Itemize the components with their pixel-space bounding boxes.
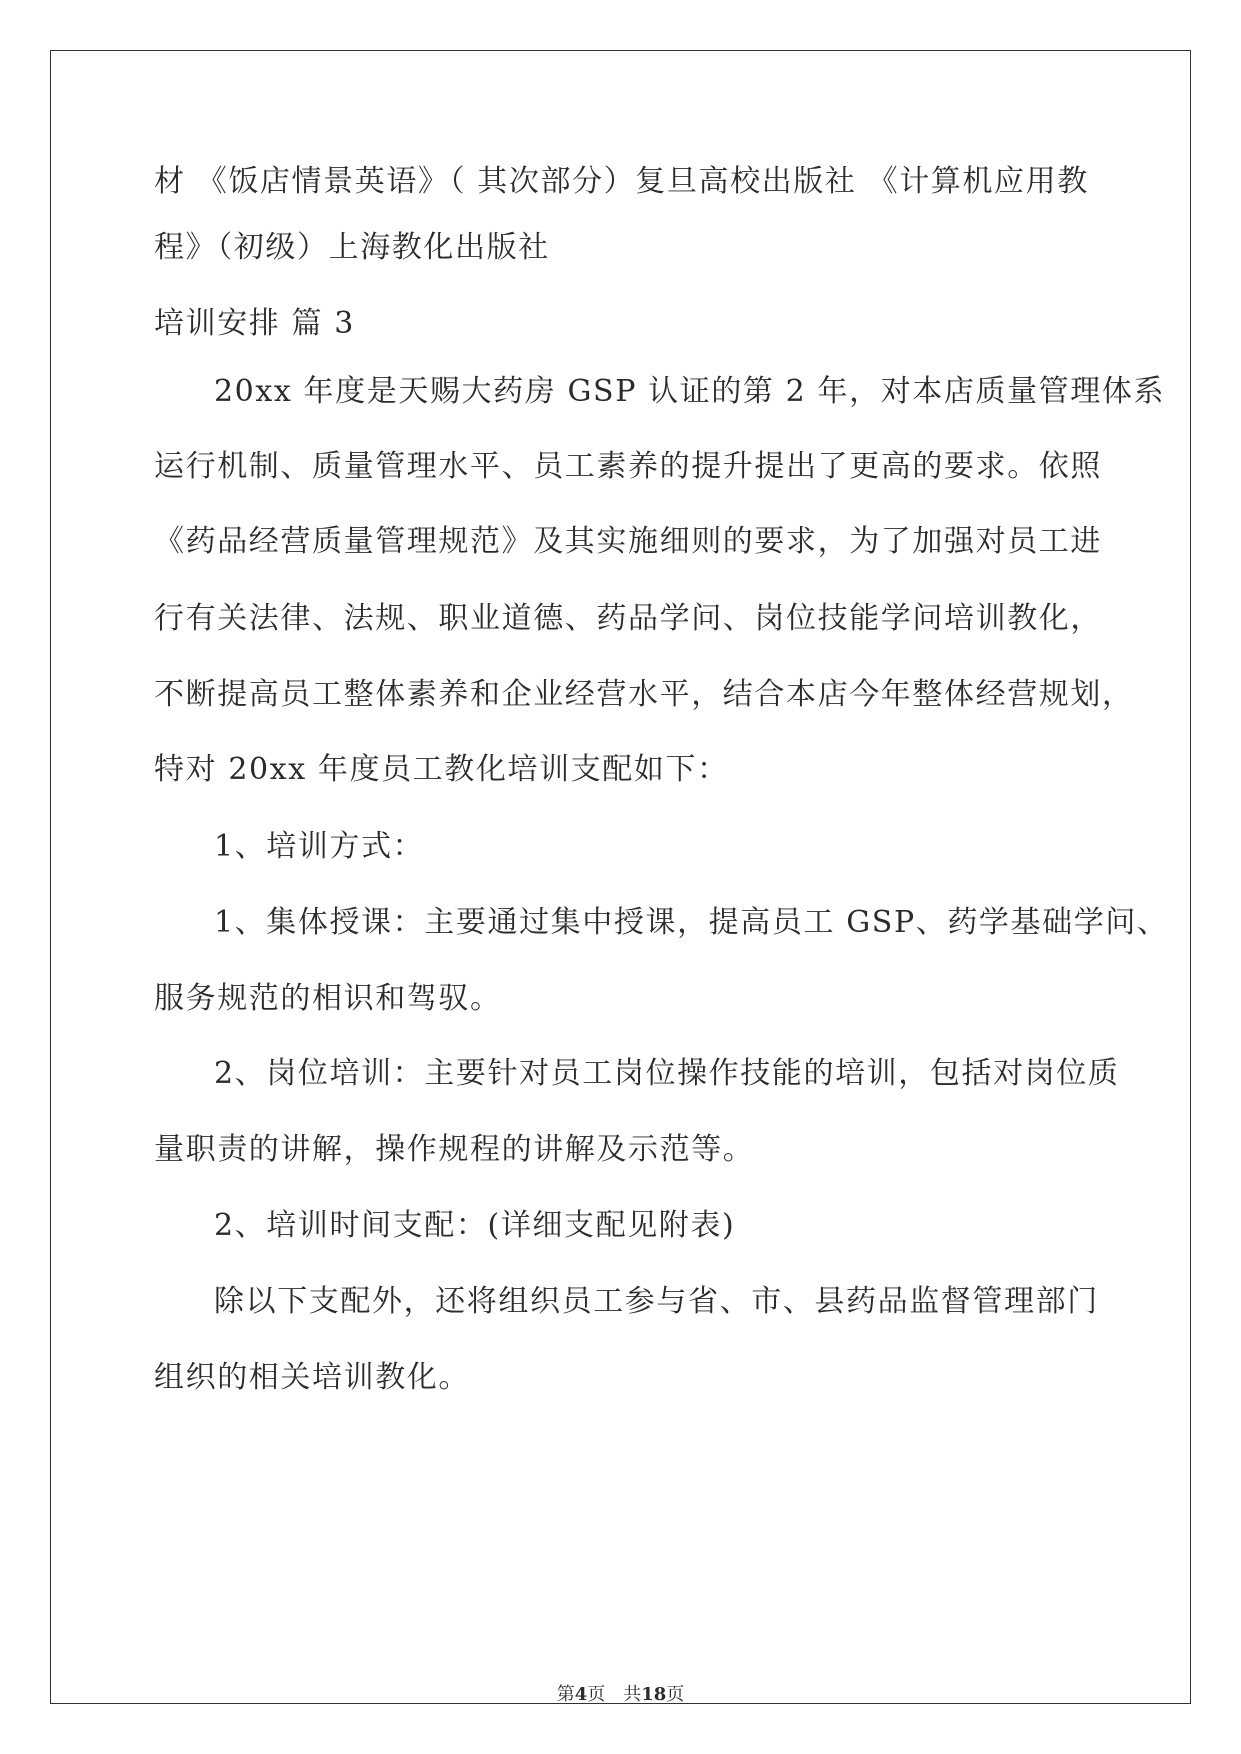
- page-footer: [0, 1683, 1241, 1707]
- section-heading: 培训安排 篇 3: [154, 306, 355, 341]
- paragraph-line: 特对 20xx 年度员工教化培训支配如下：: [154, 752, 729, 787]
- paragraph-line: 2、岗位培训：主要针对员工岗位操作技能的培训，包括对岗位质: [214, 1056, 1120, 1091]
- paragraph-line: 《药品经营质量管理规范》及其实施细则的要求，为了加强对员工进: [154, 524, 1102, 559]
- paragraph-line: 除以下支配外，还将组织员工参与省、市、县药品监督管理部门: [214, 1284, 1099, 1319]
- current-page-number: 4: [574, 1684, 588, 1705]
- paragraph-line: 组织的相关培训教化。: [154, 1360, 470, 1395]
- paragraph-line: 行有关法律、法规、职业道德、药品学问、岗位技能学问培训教化，: [154, 601, 1102, 636]
- page-border: [50, 50, 1191, 1704]
- paragraph-line: 材 《饭店情景英语》（ 其次部分）复旦高校出版社 《计算机应用教: [154, 164, 1089, 199]
- list-heading: 1、培训方式：: [214, 829, 425, 864]
- total-page-count: 18: [641, 1684, 667, 1705]
- footer-suffix: 页: [666, 1684, 685, 1705]
- footer-prefix: 第: [556, 1684, 575, 1705]
- paragraph-line: 程》（初级）上海教化出版社: [154, 230, 550, 265]
- paragraph-line: 20xx 年度是天赐大药房 GSP 认证的第 2 年，对本店质量管理体系: [214, 374, 1166, 409]
- list-heading: 2、培训时间支配：(详细支配见附表): [214, 1208, 736, 1243]
- paragraph-line: 量职责的讲解，操作规程的讲解及示范等。: [154, 1132, 755, 1167]
- paragraph-line: 1、集体授课：主要通过集中授课，提高员工 GSP、药学基础学问、: [214, 905, 1169, 940]
- paragraph-line: 运行机制、质量管理水平、员工素养的提升提出了更高的要求。依照: [154, 449, 1102, 484]
- footer-middle: 页 共: [587, 1684, 642, 1705]
- paragraph-line: 服务规范的相识和驾驭。: [154, 981, 502, 1016]
- paragraph-line: 不断提高员工整体素养和企业经营水平，结合本店今年整体经营规划，: [154, 677, 1134, 712]
